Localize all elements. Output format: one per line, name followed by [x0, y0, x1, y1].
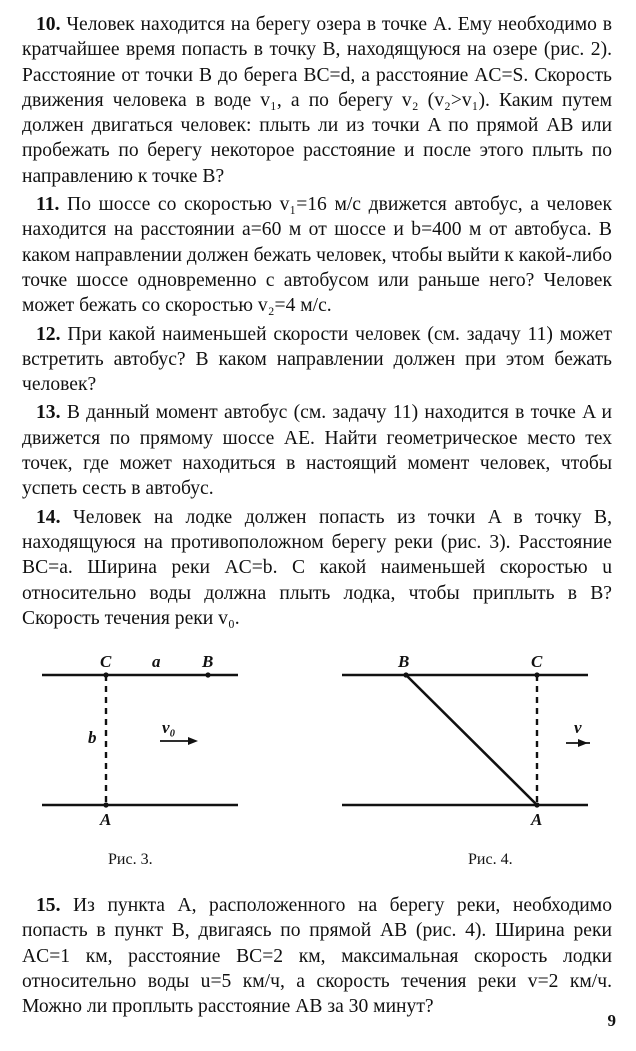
point-c [534, 673, 539, 678]
label-velocity: v [574, 718, 582, 738]
problem-11 [22, 192, 612, 318]
figure-4-caption: Рис. 4. [468, 851, 513, 869]
label-a: A [100, 810, 112, 830]
problem-number: 13. [36, 402, 61, 424]
figure-4-diagram [340, 653, 590, 843]
figure-3 [40, 653, 240, 869]
problem-14 [22, 505, 612, 631]
problem-text: Человек находится на берегу озера в точке A. Ему необходимо в кратчайшее время попасть в точку B, находящуюся на озере (рис. 2). Расстояние от точки B до берега BC=d, а расстояние AC=S. Скорость движения человека в воде v₁, а по берегу v₂ (v₂>v₁). Каким путем должен двигаться человек: плыть ли из точки A по прямой AB или пробежать по берегу некоторое расстояние и после этого плыть по направлению к точке B? [22, 14, 612, 187]
label-velocity: v₀ [162, 718, 176, 738]
velocity-arrow-head [188, 737, 198, 745]
figure-3-caption: Рис. 3. [108, 851, 153, 869]
path-ab [406, 675, 537, 805]
problem-number: 14. [36, 506, 61, 528]
page-number: 9 [607, 1011, 616, 1030]
label-a: A [531, 810, 543, 830]
point-c [103, 673, 108, 678]
problem-text: При какой наименьшей скорости человек (см. задачу 11) может встретить автобус? В каком направлении должен при этом бежать человек? [22, 323, 612, 396]
problem-text: В данный момент автобус (см. задачу 11) находится в точке A и движется по прямому шоссе AE. Найти геометрическое место тех точек, где может находиться в настоящий момент человек, чтобы успеть сесть в автобус. [22, 402, 612, 500]
problem-13 [22, 400, 612, 501]
point-b [403, 673, 408, 678]
point-b [205, 673, 210, 678]
problem-text: Человек на лодке должен попасть из точки A в точку B, находящуюся на противоположном берегу реки (рис. 3). Расстояние BC=a. Ширина реки AC=b. С какой наименьшей скоростью u относительно воды должна плыть лодка, чтобы приплыть в B? Скорость течения реки v₀. [22, 506, 613, 629]
problem-text: Из пункта A, расположенного на берегу реки, необходимо попасть в пункт B, двигаясь по прямой AB (рис. 4). Ширина реки AC=1 км, расстояние BC=2 км, максимальная скорость лодки относительно воды u=5 км/ч, а скорость течения реки v=2 км/ч. Можно ли проплыть расстояние AB за 30 минут? [22, 895, 612, 1018]
problem-number: 11. [36, 194, 60, 216]
problem-12 [22, 322, 612, 398]
label-b: B [398, 653, 410, 672]
figure-4 [340, 653, 590, 869]
point-a [103, 803, 108, 808]
problem-number: 10. [36, 14, 61, 35]
problem-number: 15. [36, 895, 61, 917]
point-a [534, 803, 539, 808]
label-c: C [100, 653, 112, 672]
label-c: C [531, 653, 543, 672]
figure-3-diagram [40, 653, 240, 843]
problem-text: По шоссе со скоростью v₁=16 м/с движется автобус, а человек находится на расстоянии a=60 м от шоссе и b=400 м от автобуса. В каком направлении должен бежать человек, чтобы выйти к какой-либо точке шоссе одновременно с автобусом или раньше него? Человек может бежать со скоростью v₂=4 м/с. [22, 194, 612, 317]
problem-number: 12. [36, 323, 61, 345]
label-b-width: b [88, 728, 97, 748]
label-a-distance: a [152, 653, 161, 672]
problem-15 [22, 893, 612, 1019]
figures-row [22, 653, 612, 885]
velocity-arrow-head [578, 739, 588, 747]
label-b: B [202, 653, 214, 672]
problem-10 [22, 12, 612, 189]
